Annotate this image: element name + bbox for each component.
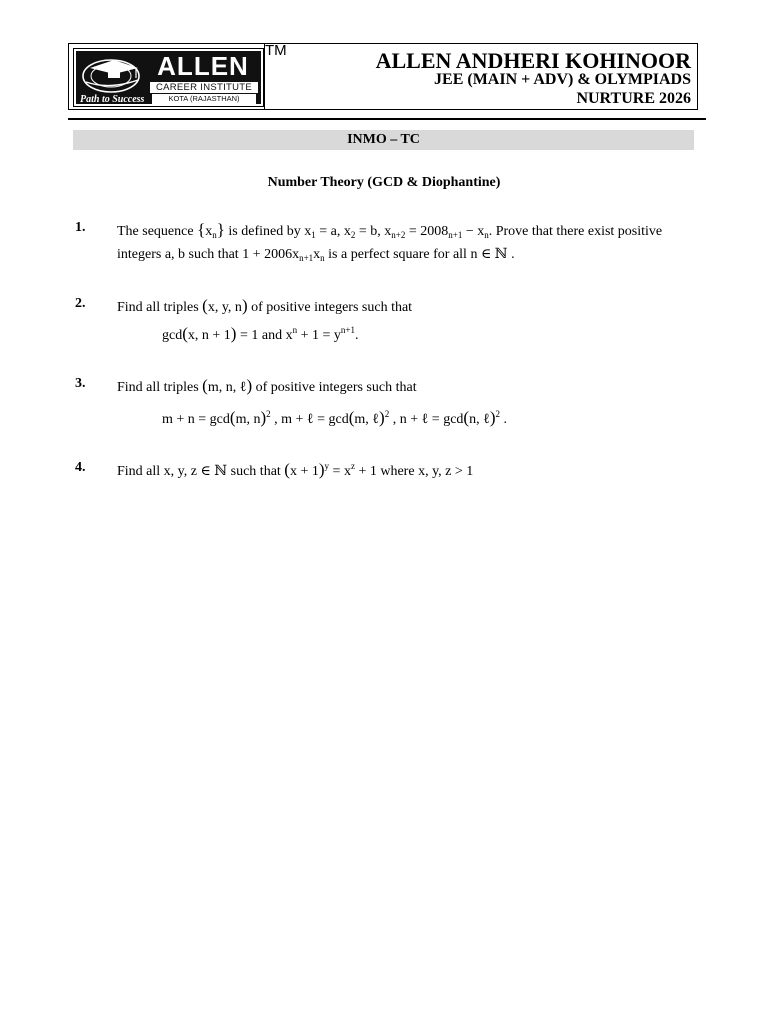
topic-band: INMO – TC [73, 130, 694, 150]
header-subtitle-course: JEE (MAIN + ADV) & OLYMPIADS [434, 71, 691, 88]
q4-text-find: Find all [117, 464, 161, 479]
q2-math-gcd: gcd(x, n + 1) = 1 [162, 324, 259, 343]
q4-text-where: where [380, 464, 415, 479]
header-subtitle-batch: NURTURE 2026 [576, 90, 691, 107]
logo-tagline: Path to Success [80, 94, 145, 105]
q4-math-domain: x, y, z ∈ ℕ [163, 464, 228, 479]
q1-math-domain: n ∈ ℕ . [470, 247, 515, 262]
logo-location: KOTA (RAJASTHAN) [152, 94, 256, 104]
q3-math-triple: (m, n, ℓ) [202, 376, 253, 395]
question-2-line-1 [117, 296, 412, 316]
question-number: 1. [75, 220, 86, 235]
q1-math-sequence: $\{x_n\}$ [197, 220, 225, 240]
question-3-line-1 [117, 376, 417, 396]
q2-text-and: and [261, 328, 283, 343]
q2-text-positive: of positive integers such that [251, 300, 413, 315]
trademark: TM [265, 42, 287, 59]
q3-text-positive: of positive integers such that [255, 380, 417, 395]
document-header [68, 43, 698, 110]
question-1-line-2 [117, 246, 515, 263]
question-number: 4. [75, 460, 86, 475]
allen-logo [73, 48, 264, 107]
q1-text-integers: integers a, b such that [117, 247, 239, 262]
logo-background [76, 51, 261, 104]
q2-math-equation: $x^n + 1 = y^{n+1}$. [285, 325, 359, 343]
header-title: ALLEN ANDHERI KOHINOOR [375, 48, 691, 73]
section-title: Number Theory (GCD & Diophantine) [267, 175, 501, 190]
question-4-line-1 [117, 460, 473, 480]
question-number: 3. [75, 376, 86, 391]
q1-math-expression: $1 + 2006x_{n+1}x_n$ [242, 247, 325, 263]
question-2-line-2 [162, 324, 358, 344]
logo-institute: CAREER INSTITUTE [150, 82, 258, 93]
q1-text-prove: . Prove that there exist positive [488, 224, 663, 239]
q2-math-triple: (x, y, n) [202, 296, 248, 315]
question-3-line-2 [162, 408, 507, 428]
q4-text-such: such that [230, 464, 281, 479]
question-number: 2. [75, 296, 86, 311]
q1-text-sequence: The sequence [117, 224, 194, 239]
logo-brand: ALLEN [150, 53, 256, 80]
q3-text-find: Find all triples [117, 380, 199, 395]
question-1-line-1 [117, 220, 662, 240]
q3-math-equations: m + n = gcd(m, n)$^2$ , m + ℓ = gcd(m, ℓ)$^2$ , n + ℓ = gcd(n, ℓ)$^2$ . [162, 408, 507, 427]
q4-math-equation: $(x + 1)^y = x^z + 1$ [284, 460, 377, 479]
q4-math-condition: x, y, z > 1 [418, 464, 474, 479]
q1-math-recurrence: $x_1 = a$, $x_2 = b$, $x_{n+2} = 2008_{n+1} - x_n$ [304, 224, 489, 240]
header-rule [68, 118, 706, 120]
graduation-emblem-icon [80, 54, 142, 94]
q1-text-perfect: is a perfect square for all [328, 247, 467, 262]
q1-text-defined: is defined by [228, 224, 301, 239]
q2-text-find: Find all triples [117, 300, 199, 315]
